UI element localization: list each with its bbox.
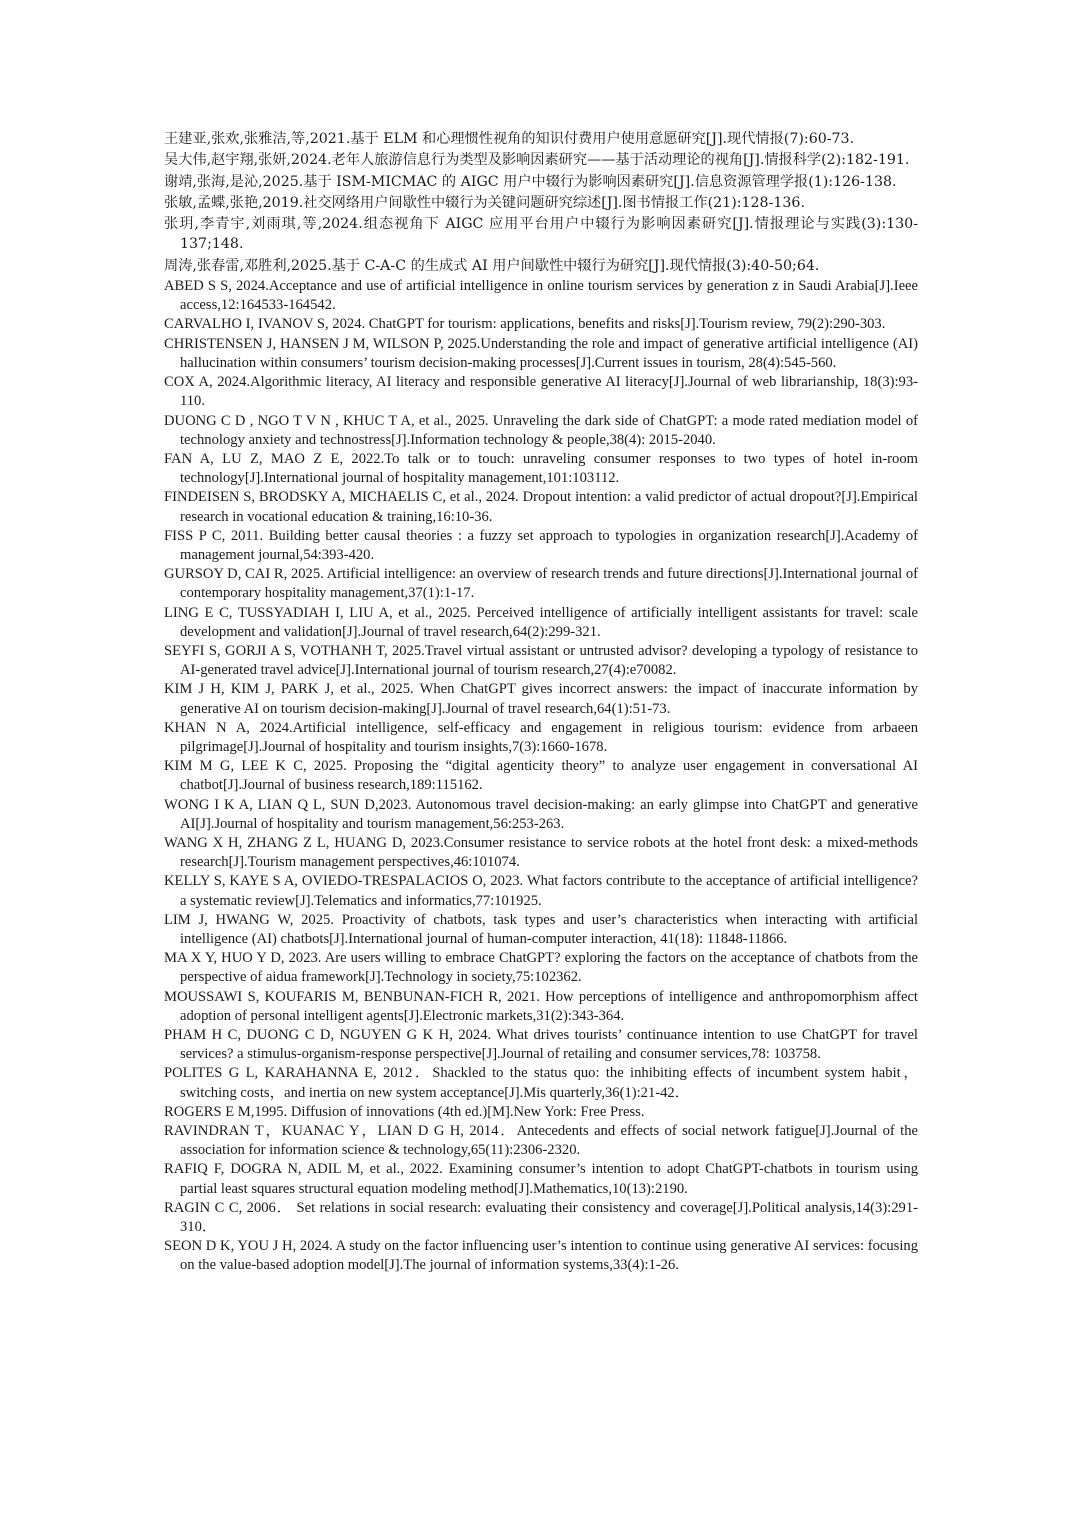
reference-entry: FISS P C, 2011. Building better causal theories : a fuzzy set approach to typologies in organization research[J].Academy of management journal,54:393-420. xyxy=(164,527,918,563)
reference-entry: MA X Y, HUO Y D, 2023. Are users willing to embrace ChatGPT? exploring the factors on the acceptance of chatbots from the perspective of aidua framework[J].Technology in society,75:102362. xyxy=(164,950,918,986)
reference-entry: FAN A, LU Z, MAO Z E, 2022.To talk or to touch: unraveling consumer responses to two types of hotel in-room technology[J].International journal of hospitality management,101:103112. xyxy=(164,450,918,487)
reference-entry: MOUSSAWI S, KOUFARIS M, BENBUNAN-FICH R, 2021. How perceptions of intelligence and anthropomorphism affect adoption of personal intelligent agents[J].Electronic markets,31(2):343-364. xyxy=(164,988,918,1024)
reference-entry: PHAM H C, DUONG C D, NGUYEN G K H, 2024. What drives tourists’ continuance intention to use ChatGPT for travel services? a stimulus-organism-response perspective[J].Journal of retailing and consumer services,78: 103758. xyxy=(164,1027,918,1063)
reference-entry: ROGERS E M,1995. Diffusion of innovations (4th ed.)[M].New York: Free Press. xyxy=(164,1103,645,1120)
reference-entry: LIM J, HWANG W, 2025. Proactivity of chatbots, task types and user’s characteristics when interacting with artificial intelligence (AI) chatbots[J].International journal of human-computer interaction, 41(18): 11848-11866. xyxy=(164,911,918,947)
reference-entry: 周涛,张春雷,邓胜利,2025.基于 C-A-C 的生成式 AI 用户间歇性中辍行为研究[J].现代情报(3):40-50;64. xyxy=(164,257,820,274)
reference-entry: GURSOY D, CAI R, 2025. Artificial intelligence: an overview of research trends and future directions[J].International journal of contemporary hospitality management,37(1):1-17. xyxy=(164,566,918,602)
reference-entry: KIM M G, LEE K C, 2025. Proposing the “digital agenticity theory” to analyze user engagement in conversational AI chatbot[J].Journal of business research,189:115162. xyxy=(164,758,918,794)
reference-entry: SEYFI S, GORJI A S, VOTHANH T, 2025.Travel virtual assistant or untrusted advisor? developing a typology of resistance to AI-generated travel advice[J].International journal of tourism research,27(4):e70082. xyxy=(164,642,918,679)
reference-entry: CARVALHO I, IVANOV S, 2024. ChatGPT for tourism: applications, benefits and risks[J].Tourism review, 79(2):290-303. xyxy=(164,316,886,333)
reference-entry: ABED S S, 2024.Acceptance and use of artificial intelligence in online tourism services by generation z in Saudi Arabia[J].Ieee access,12:164533-164542. xyxy=(164,278,918,314)
reference-entry: 王建亚,张欢,张雅洁,等,2021.基于 ELM 和心理惯性视角的知识付费用户使用意愿研究[J].现代情报(7):60-73. xyxy=(164,131,855,147)
reference-entry: WONG I K A, LIAN Q L, SUN D,2023. Autonomous travel decision-making: an early glimpse into ChatGPT and generative AI[J].Journal of hospitality and tourism management,56:253-263. xyxy=(164,796,918,832)
reference-entry: RAGIN C C, 2006． Set relations in social research: evaluating their consistency and coverage[J].Political analysis,14(3):291-310． xyxy=(164,1199,918,1236)
reference-entry: KHAN N A, 2024.Artificial intelligence, self-efficacy and engagement in religious tourism: evidence from arbaeen pilgrimage[J].Journal of hospitality and tourism insights,7(3):1660-1678. xyxy=(164,719,918,755)
reference-entry: RAVINDRAN T，KUANAC Y，LIAN D G H, 2014．Antecedents and effects of social network fatigue[J].Journal of the association for information science & technology,65(11):2306-2320. xyxy=(164,1123,918,1159)
reference-entry: KELLY S, KAYE S A, OVIEDO-TRESPALACIOS O, 2023. What factors contribute to the acceptance of artificial intelligence? a systematic review[J].Telematics and informatics,77:101925. xyxy=(164,873,918,909)
reference-entry: FINDEISEN S, BRODSKY A, MICHAELIS C, et al., 2024. Dropout intention: a valid predictor of actual dropout?[J].Empirical research in vocational education & training,16:10-36. xyxy=(164,489,918,525)
reference-entry: SEON D K, YOU J H, 2024. A study on the factor influencing user’s intention to continue using generative AI services: focusing on the value-based adoption model[J].The journal of information systems,33(4):1-26. xyxy=(164,1238,918,1274)
reference-list xyxy=(164,129,918,1276)
reference-entry: CHRISTENSEN J, HANSEN J M, WILSON P, 2025.Understanding the role and impact of generative artificial intelligence (AI) hallucination within consumers’ tourism decision-making processes[J].Current issues in tourism, 28(4):545-560. xyxy=(164,335,918,371)
reference-entry: LING E C, TUSSYADIAH I, LIU A, et al., 2025. Perceived intelligence of artificially intelligent assistants for travel: scale development and validation[J].Journal of travel research,64(2):299-321. xyxy=(164,604,918,640)
reference-entry: 吴大伟,赵宇翔,张妍,2024.老年人旅游信息行为类型及影响因素研究——基于活动理论的视角[J].情报科学(2):182-191. xyxy=(164,152,910,169)
reference-entry: COX A, 2024.Algorithmic literacy, AI literacy and responsible generative AI literacy[J].Journal of web librarianship, 18(3):93-110. xyxy=(164,374,918,410)
reference-entry: WANG X H, ZHANG Z L, HUANG D, 2023.Consumer resistance to service robots at the hotel front desk: a mixed-methods research[J].Tourism management perspectives,46:101074. xyxy=(164,834,918,871)
reference-entry: 张敏,孟蝶,张艳,2019.社交网络用户间歇性中辍行为关键问题研究综述[J].图书情报工作(21):128-136. xyxy=(164,194,805,211)
reference-entry: RAFIQ F, DOGRA N, ADIL M, et al., 2022. Examining consumer’s intention to adopt ChatGPT-chatbots in tourism using partial least squares structural equation modeling method[J].Mathematics,10(13):2190. xyxy=(164,1161,918,1197)
reference-entry: POLITES G L, KARAHANNA E, 2012．Shackled to the status quo: the inhibiting effects of incumbent system habit，switching costs，and inertia on new system acceptance[J].Mis quarterly,36(1):21-42． xyxy=(164,1065,918,1101)
reference-entry: DUONG C D , NGO T V N , KHUC T A, et al., 2025. Unraveling the dark side of ChatGPT: a mode rated mediation model of technology anxiety and technostress[J].Information technology & people,38(4): 2015-2040. xyxy=(164,412,918,448)
reference-entry: 谢靖,张海,是沁,2025.基于 ISM-MICMAC 的 AIGC 用户中辍行为影响因素研究[J].信息资源管理学报(1):126-138. xyxy=(164,173,897,190)
reference-entry: KIM J H, KIM J, PARK J, et al., 2025. When ChatGPT gives incorrect answers: the impact of inaccurate information by generative AI on tourism decision-making[J].Journal of travel research,64(1):51-73. xyxy=(164,681,918,717)
reference-entry: 张玥,李青宇,刘雨琪,等,2024.组态视角下 AIGC 应用平台用户中辍行为影响因素研究[J].情报理论与实践(3):130-137;148. xyxy=(164,216,918,253)
